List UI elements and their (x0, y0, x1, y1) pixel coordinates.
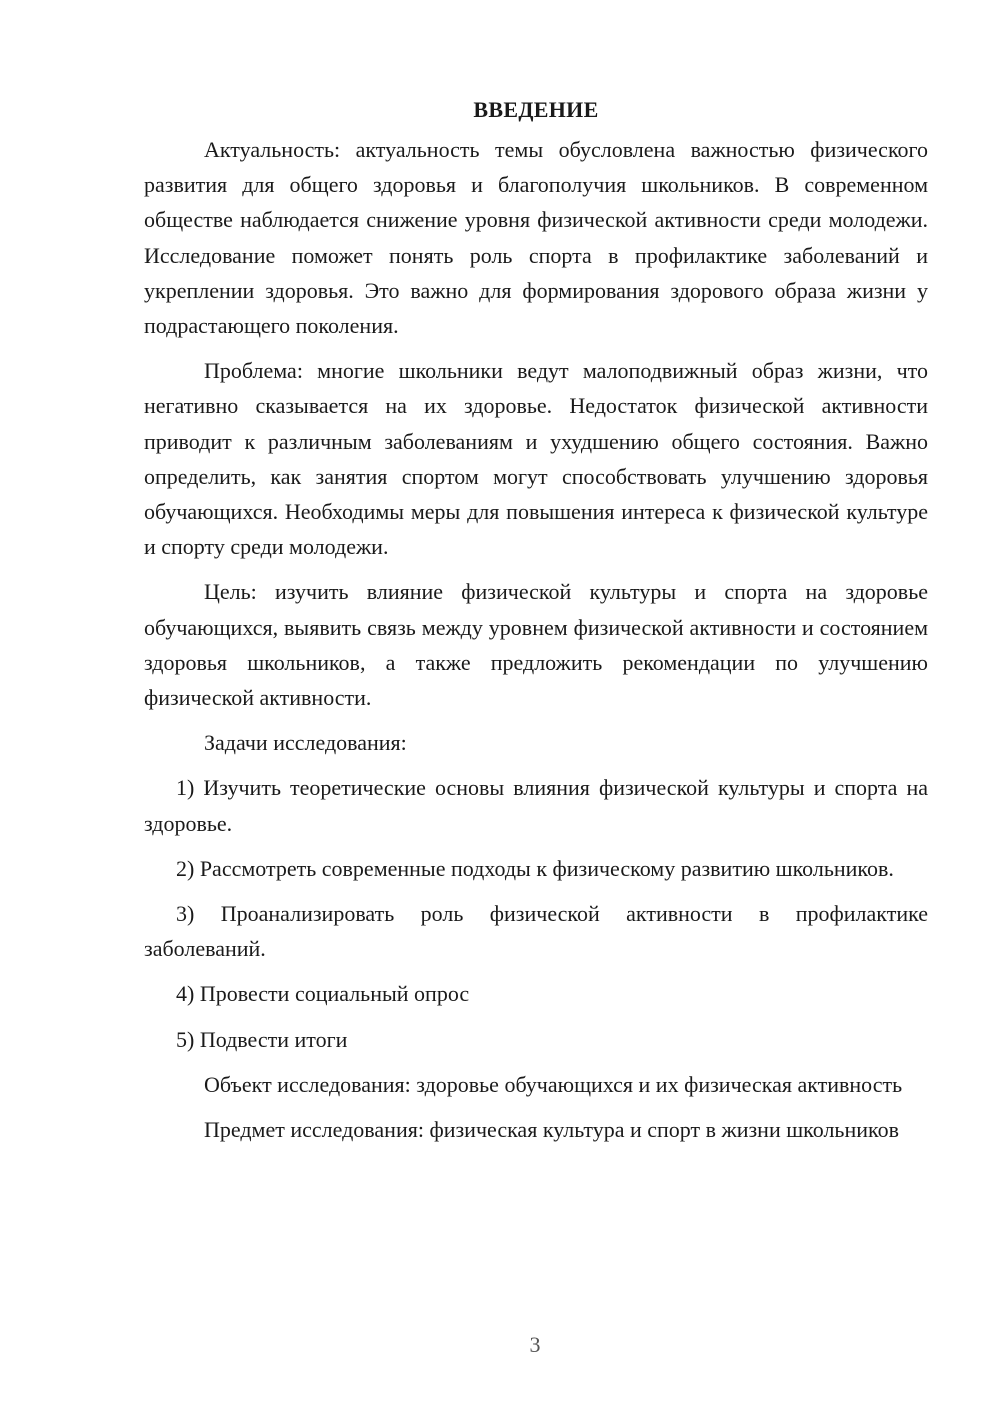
tasks-heading: Задачи исследования: (204, 730, 407, 756)
document-page (144, 92, 928, 1157)
relevance-paragraph: Актуальность: актуальность темы обусловлена важностью физического развития для общего здоровья и благополучия школьников. В современном обществе наблюдается снижение уровня физической активности среди молодежи. Исследование поможет понять роль спорта в профилактике заболеваний и укреплении здоровья. Это важно для формирования здорового образа жизни у подрастающего поколения. (144, 137, 928, 339)
task-item-2: 2) Рассмотреть современные подходы к физическому развитию школьников. (176, 855, 894, 881)
task-item-3: 3) Проанализировать роль физической активности в профилактике заболеваний. (144, 901, 928, 962)
task-item-4: 4) Провести социальный опрос (176, 981, 470, 1007)
document-title: ВВЕДЕНИЕ (473, 97, 599, 122)
task-item-5: 5) Подвести итоги (176, 1026, 348, 1052)
object-paragraph: Объект исследования: здоровье обучающихся и их физическая активность (204, 1071, 903, 1097)
goal-paragraph: Цель: изучить влияние физической культуры и спорта на здоровье обучающихся, выявить связь между уровнем физической активности и состоянием здоровья школьников, а также предложить рекомендации по улучшению физической активности. (144, 579, 928, 711)
subject-paragraph: Предмет исследования: физическая культура и спорт в жизни школьников (204, 1117, 899, 1143)
task-item-1: 1) Изучить теоретические основы влияния физической культуры и спорта на здоровье. (144, 775, 928, 836)
problem-paragraph: Проблема: многие школьники ведут малоподвижный образ жизни, что негативно сказывается на их здоровье. Недостаток физической активности приводит к различным заболеваниям и ухудшению общего состояния. Важно определить, как занятия спортом могут способствовать улучшению здоровья обучающихся. Необходимы меры для повышения интереса к физической культуре и спорту среди молодежи. (144, 358, 928, 560)
page-number: 3 (529, 1332, 541, 1357)
